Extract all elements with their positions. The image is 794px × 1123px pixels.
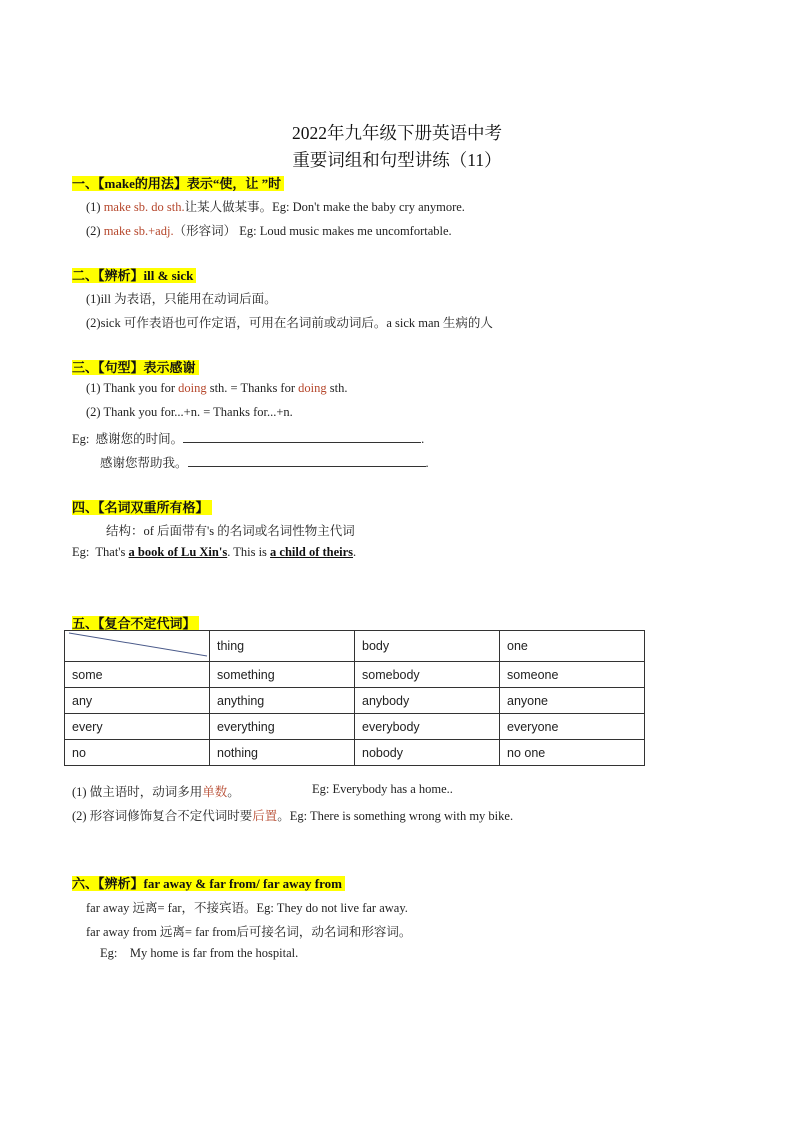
section-4-structure: 结构：of 后面带有's 的名词或名词性物主代词	[106, 524, 355, 538]
section-2-line-2: (2)sick 可作表语也可作定语，可用在名词前或动词后。a sick man 生病的人	[86, 316, 493, 330]
section-5-note-1-example: Eg: Everybody has a home..	[312, 782, 453, 796]
section-4-heading: 四、【名词双重所有格】	[72, 497, 212, 516]
table-cell: nothing	[210, 740, 355, 766]
table-cell: someone	[500, 662, 645, 688]
table-cell: no one	[500, 740, 645, 766]
section-1-line-1: (1) make sb. do sth.让某人做某事。Eg: Don't make the baby cry anymore.	[86, 200, 465, 214]
table-row	[65, 740, 645, 766]
page-title: 2022年九年级下册英语中考	[292, 123, 502, 143]
table-header-cell: body	[355, 631, 500, 662]
section-3-line-2: (2) Thank you for...+n. = Thanks for...+n.	[86, 405, 293, 419]
table-row	[65, 714, 645, 740]
section-5-note-2: (2) 形容词修饰复合不定代词时要后置。Eg: There is something wrong with my bike.	[72, 809, 514, 823]
table-cell: somebody	[355, 662, 500, 688]
section-3-example-2: 感谢您帮助我。 .	[100, 456, 429, 470]
answer-blank[interactable]	[188, 454, 426, 467]
section-1-line-2: (2) make sb.+adj.（形容词） Eg: Loud music makes me uncomfortable.	[86, 224, 452, 238]
section-2-line-1: (1)ill 为表语，只能用在动词后面。	[86, 292, 277, 306]
table-row	[65, 688, 645, 714]
pronoun-table	[64, 630, 645, 766]
table-header-cell: thing	[210, 631, 355, 662]
table-cell: everything	[210, 714, 355, 740]
table-cell: some	[65, 662, 210, 688]
table-cell: anybody	[355, 688, 500, 714]
section-6-example: Eg: My home is far from the hospital.	[100, 946, 299, 960]
section-2-heading: 二、【辨析】ill & sick	[72, 265, 196, 284]
table-header-row	[65, 631, 645, 662]
table-cell: every	[65, 714, 210, 740]
section-3-example-1: Eg: 感谢您的时间。 .	[72, 432, 425, 446]
table-cell: nobody	[355, 740, 500, 766]
section-5-heading: 五、【复合不定代词】	[72, 613, 199, 632]
section-4-example: Eg: That's a book of Lu Xin's. This is a child of theirs.	[72, 545, 357, 559]
section-5-note-1: (1) 做主语时，动词多用单数。	[72, 785, 240, 799]
table-row	[65, 662, 645, 688]
section-1-heading: 一、【make的用法】表示“使，让 ”时	[72, 173, 284, 192]
table-cell: anything	[210, 688, 355, 714]
diagonal-cell	[65, 631, 210, 662]
table-cell: everybody	[355, 714, 500, 740]
section-6-line-2: far away from 远离= far from后可接名词，动名词和形容词。	[86, 925, 412, 939]
answer-blank[interactable]	[183, 430, 421, 443]
section-3-line-1: (1) Thank you for doing sth. = Thanks for doing sth.	[86, 381, 348, 395]
table-cell: something	[210, 662, 355, 688]
table-cell: everyone	[500, 714, 645, 740]
page-subtitle: 重要词组和句型讲练（11）	[292, 150, 502, 170]
section-3-heading: 三、【句型】表示感谢	[72, 357, 199, 376]
table-header-cell: one	[500, 631, 645, 662]
section-6-heading: 六、【辨析】far away & far from/ far away from	[72, 873, 345, 892]
table-cell: anyone	[500, 688, 645, 714]
table-cell: no	[65, 740, 210, 766]
table-cell: any	[65, 688, 210, 714]
section-6-line-1: far away 远离= far，不接宾语。Eg: They do not live far away.	[86, 901, 408, 915]
